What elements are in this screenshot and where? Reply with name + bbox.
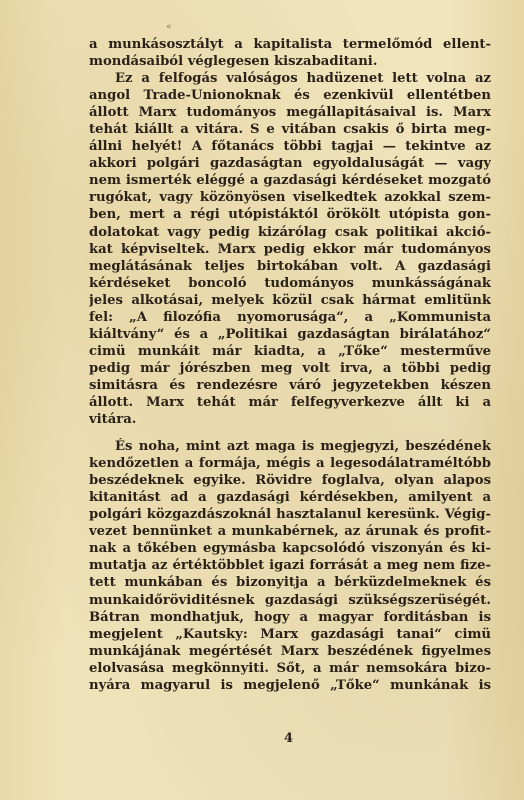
body-text [89, 36, 491, 694]
text-line: tett munkában és bizonyitja a bérküzdelmeknek és [89, 575, 491, 591]
paragraph-2 [89, 70, 491, 428]
text-line: polgári közgazdászoknál hasztalanul keresünk. Végig- [89, 507, 491, 523]
text-line: dolatokat vagy pedig kizárólag csak politikai akció- [89, 224, 491, 240]
text-line: És noha, mint azt maga is megjegyzi, beszédének [115, 439, 491, 455]
text-line: munkaidőröviditésnek gazdasági szükségszerüségét. [89, 592, 491, 608]
text-line: nyára magyarul is megjelenő „Tőke“ munkának is [89, 677, 491, 693]
text-line: vitára. [89, 412, 137, 428]
text-line: vezet bennünket a munkabérnek, az árunak és profit- [89, 524, 491, 540]
text-line: munkájának megértését Marx beszédének figyelmes [89, 643, 491, 659]
text-line: mondásaiból véglegesen kiszabaditani. [89, 54, 378, 70]
text-line: Ez a felfogás valóságos hadüzenet lett volna az [115, 71, 491, 87]
text-line: kendőzetlen a formája, mégis a legesodálatraméltóbb [89, 456, 491, 472]
text-line: nak a tőkében egymásba kapcsolódó viszonyán és ki- [89, 541, 491, 557]
text-line: simitásra és rendezésre váró jegyzetekben készen [89, 377, 491, 393]
text-line: mutatja az értéktöbblet igazi forrását a meg nem fize- [89, 558, 491, 574]
text-line: tehát kiállt a vitára. S e vitában csakis ő birta meg- [89, 122, 491, 138]
text-line: kiáltvány“ és a „Politikai gazdaságtan birálatához“ [89, 326, 491, 342]
page-mark: « [166, 22, 172, 32]
text-line: megjelent „Kautsky: Marx gazdasági tanai“ cimü [89, 626, 491, 642]
text-line: elolvasása megkönnyiti. Sőt, a már nemsokára bizo- [89, 660, 491, 676]
page-number: 4 [284, 731, 294, 746]
text-line: kérdéseket boncoló tudományos munkásságának [89, 275, 491, 291]
text-line: nem ismerték eléggé a gazdasági kérdéseket mozgató [89, 173, 491, 189]
text-line: kat képviseltek. Marx pedig ekkor már tudományos [89, 241, 491, 257]
text-line: meglátásának teljes birtokában volt. A gazdasági [89, 258, 491, 274]
text-line: pedig már jórészben meg volt irva, a többi pedig [89, 360, 491, 376]
text-line: ben, mert a régi utópistáktól örökölt utópista gon- [89, 207, 491, 223]
text-line: cimü munkáit már kiadta, a „Tőke“ mesterműve [89, 343, 491, 359]
text-line: angol Trade-Unionoknak és ezenkivül ellentétben [89, 88, 491, 104]
text-line: fel: „A filozófia nyomorusága“, a „Kommunista [89, 309, 491, 325]
text-line: beszédeknek egyike. Rövidre foglalva, olyan alapos [89, 473, 491, 489]
text-line: állott. Marx tehát már felfegyverkezve állt ki a [89, 394, 491, 410]
text-line: akkori polgári gazdaságtan egyoldaluságát — vagy [89, 156, 491, 172]
paragraph-1 [89, 36, 491, 70]
text-line: állott Marx tudományos megállapitásaival is. Marx [89, 105, 491, 121]
text-line: rugókat, vagy közönyösen viselkedtek azokkal szem- [89, 190, 491, 206]
text-line: állni helyét! A főtanács többi tagjai — tekintve az [89, 139, 491, 155]
text-line: jeles alkotásai, melyek közül csak hármat emlitünk [89, 292, 491, 308]
paragraph-gap [89, 428, 491, 438]
paragraph-3 [89, 438, 491, 694]
text-line: a munkásosztályt a kapitalista termelőmód ellent- [89, 37, 491, 52]
text-line: Bátran mondhatjuk, hogy a magyar forditásban is [89, 609, 491, 625]
text-line: kitanitást ad a gazdasági kérdésekben, amilyent a [89, 490, 491, 506]
